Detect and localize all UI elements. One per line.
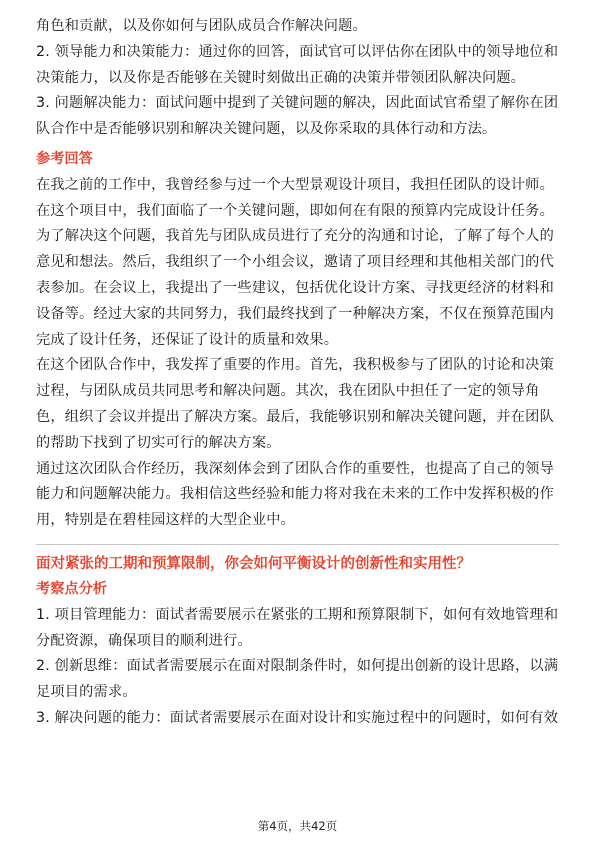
text-line: 分配资源，确保项目的顺利进行。 — [36, 632, 252, 649]
text-line: 设备等。经过大家的共同努力，我们最终找到了一种解决方案，不仅在预算范围内 — [36, 305, 554, 322]
text-line: 用，特别是在碧桂园这样的大型企业中。 — [36, 512, 295, 529]
text-line: 在这个项目中，我们面临了一个关键问题，即如何在有限的预算内完成设计任务。 — [36, 202, 554, 219]
text-line: 决策能力，以及你是否能够在关键时刻做出正确的决策并带领团队解决问题。 — [36, 69, 526, 86]
text-line: 2. 领导能力和决策能力：通过你的回答，面试官可以评估你在团队中的领导地位和 — [36, 43, 559, 60]
text-line: 表参加。在会议上，我提出了一些建议，包括优化设计方案、寻找更经济的材料和 — [36, 279, 554, 296]
intro-section — [36, 14, 561, 143]
question-title: 面对紧张的工期和预算限制，你会如何平衡设计的创新性和实用性？ — [36, 555, 471, 572]
text-line: 队合作中是否能够识别和解决关键问题，以及你采取的具体行动和方法。 — [36, 121, 497, 138]
text-line: 2. 创新思维：面试者需要展示在面对限制条件时，如何提出创新的设计思路，以满 — [36, 658, 559, 675]
text-line: 角色和贡献，以及你如何与团队成员合作解决问题。 — [36, 18, 367, 34]
page-number: 第4页，共42页 — [257, 819, 338, 833]
text-line: 的帮助下找到了切实可行的解决方案。 — [36, 434, 281, 451]
answer-heading: 参考回答 — [36, 150, 93, 167]
answer-section — [36, 173, 561, 534]
text-line: 能力和问题解决能力。我相信这些经验和能力将对我在未来的工作中发挥积极的作 — [36, 486, 554, 503]
text-line: 为了解决这个问题，我首先与团队成员进行了充分的沟通和讨论，了解了每个人的 — [36, 228, 554, 245]
text-line: 色，组织了会议并提出了解决方案。最后，我能够识别和解决关键问题，并在团队 — [36, 408, 554, 425]
text-line: 完成了设计任务，还保证了设计的质量和效果。 — [36, 331, 339, 348]
text-line: 在这个团队合作中，我发挥了重要的作用。首先，我积极参与了团队的讨论和决策 — [36, 357, 554, 374]
text-line: 意见和想法。然后，我组织了一个小组会议，邀请了项目经理和其他相关部门的代 — [36, 254, 554, 271]
analysis-heading: 考察点分析 — [36, 580, 107, 597]
section-divider — [36, 544, 559, 545]
text-line: 足项目的需求。 — [36, 684, 137, 701]
text-line: 3. 解决问题的能力：面试者需要展示在面对设计和实施过程中的问题时，如何有效 — [36, 709, 559, 726]
document-body — [36, 14, 561, 732]
text-line: 通过这次团队合作经历，我深刻体会到了团队合作的重要性，也提高了自己的领导 — [36, 460, 554, 477]
text-line: 3. 问题解决能力：面试问题中提到了关键问题的解决，因此面试官希望了解你在团 — [36, 95, 559, 112]
text-line: 在我之前的工作中，我曾经参与过一个大型景观设计项目，我担任团队的设计师。 — [36, 176, 554, 193]
text-line: 1. 项目管理能力：面试者需要展示在紧张的工期和预算限制下，如何有效地管理和 — [36, 606, 559, 623]
text-line: 过程，与团队成员共同思考和解决问题。其次，我在团队中担任了一定的领导角 — [36, 383, 540, 400]
analysis-section — [36, 603, 561, 732]
